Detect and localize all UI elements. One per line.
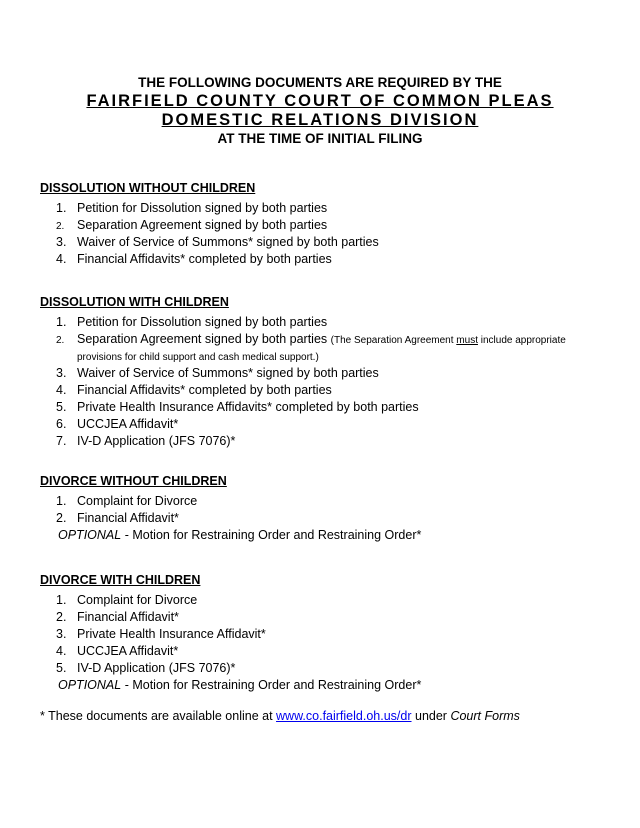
section-title: DISSOLUTION WITH CHILDREN: [40, 295, 229, 309]
item-text: UCCJEA Affidavit*: [77, 644, 179, 658]
optional-motion-line: [40, 677, 600, 694]
item-number: 3.: [56, 627, 67, 641]
footer-prefix: * These documents are available online at: [40, 709, 277, 723]
section-divorce-with-children: [40, 573, 600, 694]
item-text: IV-D Application (JFS 7076)*: [77, 434, 236, 448]
court-forms-label: Court Forms: [450, 709, 520, 723]
item-number: 3.: [56, 235, 67, 249]
item-number: 2.: [56, 511, 67, 525]
list-item: [40, 314, 600, 331]
item-number: 2.: [56, 610, 67, 624]
note-text: (The Separation Agreement: [330, 335, 457, 346]
list-item: [40, 510, 600, 527]
list-item: [40, 433, 600, 450]
optional-text: - Motion for Restraining Order and Restraining Order*: [121, 528, 422, 542]
item-text: Financial Affidavit*: [77, 610, 179, 624]
item-text: UCCJEA Affidavit*: [77, 417, 179, 431]
item-number: 1.: [56, 593, 67, 607]
optional-label: OPTIONAL: [58, 678, 122, 692]
list-item: [40, 200, 600, 217]
section-title: DISSOLUTION WITHOUT CHILDREN: [40, 181, 256, 195]
list-item: [40, 416, 600, 433]
item-text: Financial Affidavits* completed by both parties: [77, 383, 332, 397]
note-text: include appropriate provisions for child support and cash medical support.): [77, 335, 566, 363]
section-title: DIVORCE WITHOUT CHILDREN: [40, 474, 227, 488]
item-number: 6.: [56, 417, 67, 431]
list-item: [40, 399, 600, 416]
item-text: IV-D Application (JFS 7076)*: [77, 661, 236, 675]
item-number: 2.: [56, 221, 65, 232]
item-number: 4.: [56, 383, 67, 397]
list-item: [40, 365, 600, 382]
item-number: 1.: [56, 201, 67, 215]
item-number: 5.: [56, 400, 67, 414]
item-number: 5.: [56, 661, 67, 675]
item-number: 4.: [56, 644, 67, 658]
note-emphasis: must: [456, 335, 478, 346]
list-item: [40, 643, 600, 660]
section-divorce-without-children: [40, 474, 600, 544]
item-text: Financial Affidavits* completed by both parties: [77, 252, 332, 266]
item-number: 1.: [56, 315, 67, 329]
item-text: Petition for Dissolution signed by both parties: [77, 201, 328, 215]
list-item: [40, 493, 600, 510]
document-list: [40, 592, 600, 677]
section-title: DIVORCE WITH CHILDREN: [40, 573, 201, 587]
list-item: [40, 626, 600, 643]
item-text: Private Health Insurance Affidavits* completed by both parties: [77, 400, 419, 414]
item-number: 4.: [56, 252, 67, 266]
list-item: [40, 234, 600, 251]
document-list: [40, 314, 600, 450]
item-number: 2.: [56, 335, 65, 346]
list-item: [40, 251, 600, 268]
item-text: Complaint for Divorce: [77, 494, 198, 508]
division-heading: DOMESTIC RELATIONS DIVISION: [161, 111, 479, 129]
list-item: [40, 609, 600, 626]
item-text: Separation Agreement signed by both parties: [77, 218, 328, 232]
optional-label: OPTIONAL: [58, 528, 122, 542]
item-text: Financial Affidavit*: [77, 511, 179, 525]
item-number: 1.: [56, 494, 67, 508]
court-website-link[interactable]: www.co.fairfield.oh.us/dr: [276, 709, 412, 723]
optional-motion-line: [40, 527, 600, 544]
list-item: [40, 382, 600, 399]
header-line-1: THE FOLLOWING DOCUMENTS ARE REQUIRED BY THE: [138, 75, 502, 90]
list-item: [40, 592, 600, 609]
section-dissolution-with-children: [40, 295, 600, 450]
court-name-heading: FAIRFIELD COUNTY COURT OF COMMON PLEAS: [86, 92, 554, 110]
item-text: Petition for Dissolution signed by both parties: [77, 315, 328, 329]
item-text: Private Health Insurance Affidavit*: [77, 627, 266, 641]
item-number: 7.: [56, 434, 67, 448]
document-list: [40, 493, 600, 527]
footer-note: [40, 709, 620, 724]
item-text: Complaint for Divorce: [77, 593, 198, 607]
item-text: Waiver of Service of Summons* signed by both parties: [77, 366, 379, 380]
item-text: Separation Agreement signed by both parties: [77, 332, 328, 346]
footer-middle: under: [411, 709, 451, 723]
list-item: [40, 331, 600, 365]
item-text: Waiver of Service of Summons* signed by both parties: [77, 235, 379, 249]
section-dissolution-without-children: [40, 181, 600, 268]
item-number: 3.: [56, 366, 67, 380]
optional-text: - Motion for Restraining Order and Restraining Order*: [121, 678, 422, 692]
list-item: [40, 217, 600, 234]
header-line-4: AT THE TIME OF INITIAL FILING: [217, 131, 423, 146]
list-item: [40, 660, 600, 677]
document-list: [40, 200, 600, 268]
